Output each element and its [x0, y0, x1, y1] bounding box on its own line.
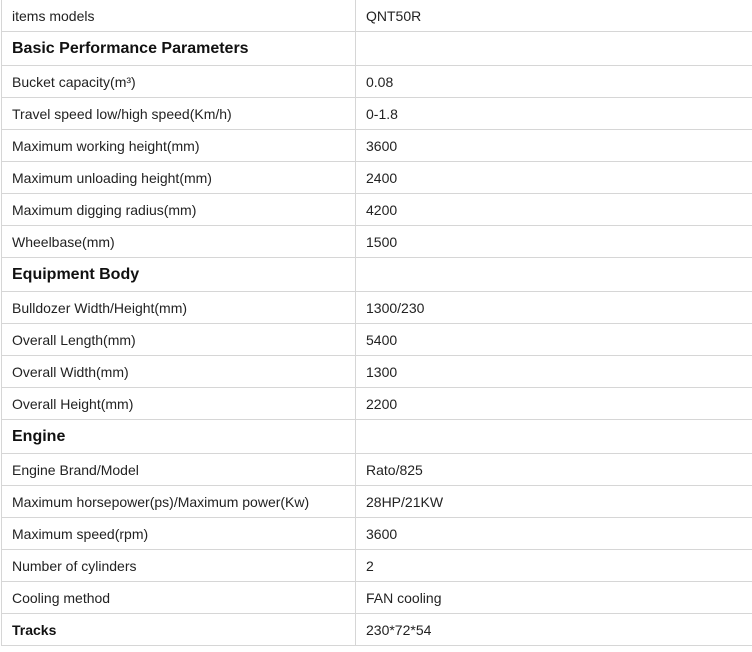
table-row: [2, 614, 752, 646]
table-row: [2, 130, 752, 162]
table-row: [2, 66, 752, 98]
spec-label: Maximum unloading height(mm): [2, 162, 356, 194]
section-title: Engine: [2, 420, 356, 454]
spec-value: 2200: [356, 388, 752, 420]
spec-value: 5400: [356, 324, 752, 356]
spec-value: 0-1.8: [356, 98, 752, 130]
table-row: [2, 454, 752, 486]
table-row: [2, 292, 752, 324]
spec-label: Wheelbase(mm): [2, 226, 356, 258]
section-title: Basic Performance Parameters: [2, 32, 356, 66]
spec-label: Maximum horsepower(ps)/Maximum power(Kw): [2, 486, 356, 518]
spec-label: Tracks: [2, 614, 356, 646]
spec-label: Bulldozer Width/Height(mm): [2, 292, 356, 324]
section-header-row: [2, 32, 752, 66]
spec-value: 2400: [356, 162, 752, 194]
section-title: Equipment Body: [2, 258, 356, 292]
spec-label: Travel speed low/high speed(Km/h): [2, 98, 356, 130]
spec-label: Overall Length(mm): [2, 324, 356, 356]
spec-table: [1, 0, 752, 646]
spec-label: Overall Height(mm): [2, 388, 356, 420]
header-label-cell: items models: [2, 0, 356, 32]
spec-label: Maximum speed(rpm): [2, 518, 356, 550]
table-row: [2, 98, 752, 130]
table-row: [2, 550, 752, 582]
spec-label: Overall Width(mm): [2, 356, 356, 388]
spec-label: Bucket capacity(m³): [2, 66, 356, 98]
table-row: [2, 162, 752, 194]
spec-label: Engine Brand/Model: [2, 454, 356, 486]
section-header-row: [2, 258, 752, 292]
spec-value: 230*72*54: [356, 614, 752, 646]
spec-label: Maximum working height(mm): [2, 130, 356, 162]
spec-label: Cooling method: [2, 582, 356, 614]
spec-value: 2: [356, 550, 752, 582]
table-row: [2, 226, 752, 258]
spec-value: 1300: [356, 356, 752, 388]
table-row: [2, 486, 752, 518]
spec-value: FAN cooling: [356, 582, 752, 614]
spec-value: [356, 420, 752, 454]
table-row: [2, 388, 752, 420]
table-row: [2, 324, 752, 356]
spec-value: 28HP/21KW: [356, 486, 752, 518]
table-row: [2, 356, 752, 388]
spec-label: Number of cylinders: [2, 550, 356, 582]
table-row: [2, 194, 752, 226]
table-row: [2, 582, 752, 614]
spec-table-body: [2, 0, 752, 646]
spec-value: 1300/230: [356, 292, 752, 324]
spec-value: 1500: [356, 226, 752, 258]
spec-value: 3600: [356, 518, 752, 550]
spec-value: 4200: [356, 194, 752, 226]
spec-value: 3600: [356, 130, 752, 162]
spec-label: Maximum digging radius(mm): [2, 194, 356, 226]
table-header-row: [2, 0, 752, 32]
spec-value: Rato/825: [356, 454, 752, 486]
header-value-cell: QNT50R: [356, 0, 752, 32]
section-header-row: [2, 420, 752, 454]
table-row: [2, 518, 752, 550]
spec-value: [356, 258, 752, 292]
spec-value: [356, 32, 752, 66]
spec-value: 0.08: [356, 66, 752, 98]
